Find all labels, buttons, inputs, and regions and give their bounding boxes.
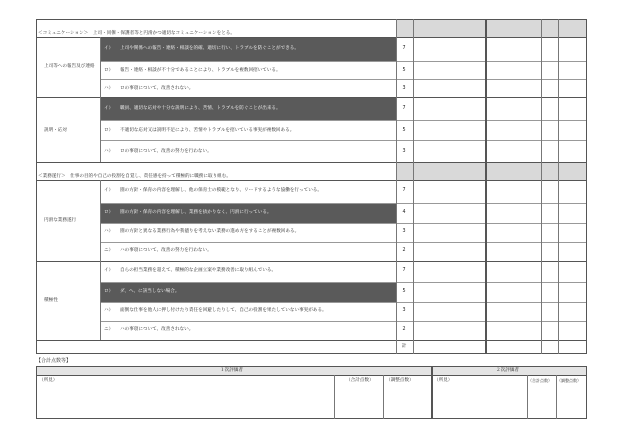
row-score: 4 — [402, 210, 406, 215]
row-score: 2 — [402, 248, 406, 253]
row-score: 5 — [402, 128, 406, 133]
row-text: ダ、ヘ、に該当しない場合。 — [120, 289, 180, 294]
category-label: 積極性 — [44, 298, 58, 303]
row-text: 不適切な応対又は説明不足により、苦情やトラブルを招いている事実が複数回ある。 — [120, 128, 295, 133]
evaluation-table — [36, 19, 587, 354]
category-label: 円滑な業務遂行 — [44, 218, 77, 223]
row-text: 園の方針と異なる業務行為や我儘りを考えない業務の進め方をすることが複数回ある。 — [120, 229, 300, 234]
row-text: 報告・連絡・相談が不十分であることにより、トラブルを複数回招いている。 — [120, 68, 281, 73]
row-mark: イ） — [104, 46, 114, 51]
row-score: 3 — [402, 86, 406, 91]
category-label: 説明・応対 — [44, 128, 67, 133]
row-score: 5 — [402, 289, 406, 294]
row-mark: ロ） — [104, 210, 114, 215]
row-text: 上司や関係への報告・連絡・相談を的確、適切に行い、トラブルを防ぐことができる。 — [120, 46, 299, 51]
summary-title: 【合計点数等】 — [36, 358, 72, 364]
first-adjusted-label: （調整点数） — [386, 378, 414, 383]
row-score: 7 — [402, 46, 406, 51]
row-mark: ハ） — [104, 229, 114, 234]
section-separator — [36, 162, 587, 163]
row-score: 7 — [402, 268, 406, 273]
row-mark: ロ） — [104, 68, 114, 73]
category-label: 上司等への報告及び連絡 — [44, 64, 95, 69]
row-text: 面倒な仕事を他人に押し付けたり責任を回避したりして、自己の役割を果たしていない事実がある。 — [120, 308, 327, 313]
row-score: 2 — [402, 327, 406, 332]
row-text: 園の方針・保育の内容を理解し、業務を抜かりなく、円滑に行っている。 — [120, 210, 272, 215]
second-adjusted-label: （調整点数） — [557, 378, 581, 383]
second-evaluator-header: ２次評価者 — [496, 368, 519, 373]
row-mark: ロ） — [104, 289, 114, 294]
first-total-label: （合計点数） — [346, 378, 374, 383]
row-text: ロの事項について、改善されない。 — [120, 86, 194, 91]
row-score: 3 — [402, 229, 406, 234]
section2-header: ＜業務遂行＞ 仕事の目的や自己の役割を自覚し、責任感を持って積極的に職務に取り組む。 — [38, 174, 231, 179]
row-text: 自らの担当業務を超えて、積極的な企画立案や業務改善に取り組んでいる。 — [120, 268, 277, 273]
first-remarks-label: （所見） — [39, 378, 58, 383]
row-score: 5 — [402, 68, 406, 73]
row-score: 7 — [402, 188, 406, 193]
first-evaluator-header: １次評価者 — [220, 368, 243, 373]
section-separator — [36, 37, 587, 38]
second-remarks-label: （所見） — [434, 378, 453, 383]
row-mark: ロ） — [104, 128, 114, 133]
row-score: 3 — [402, 308, 406, 313]
row-text: ハの事項について、改善されない。 — [120, 327, 194, 332]
row-mark: ニ） — [104, 248, 114, 253]
row-score: 7 — [402, 106, 406, 111]
row-mark: ハ） — [104, 149, 114, 154]
row-text: 園の方針・保育の内容を理解し、他の保育士の模範となり、リードするような協働を行っている。 — [120, 188, 322, 193]
row-text: ロの事項について、改善の努力を行わない。 — [120, 149, 212, 154]
row-mark: イ） — [104, 188, 114, 193]
row-mark: ニ） — [104, 327, 114, 332]
row-score: 3 — [402, 149, 406, 154]
row-mark: イ） — [104, 106, 114, 111]
row-text: ハの事項について、改善の努力を行わない。 — [120, 248, 212, 253]
row-text: 職員、適切な応対や十分な説明により、苦情、トラブルを防ぐことが出来る。 — [120, 106, 281, 111]
row-mark: ハ） — [104, 308, 114, 313]
total-label: 計 — [401, 344, 407, 349]
row-mark: イ） — [104, 268, 114, 273]
second-total-label: （合計点数） — [528, 378, 552, 383]
row-mark: ハ） — [104, 86, 114, 91]
section1-header: ＜コミュニケーション＞ 上司・同僚・保護者等と円滑かつ適切なコミュニケーションをとる。 — [38, 31, 235, 36]
